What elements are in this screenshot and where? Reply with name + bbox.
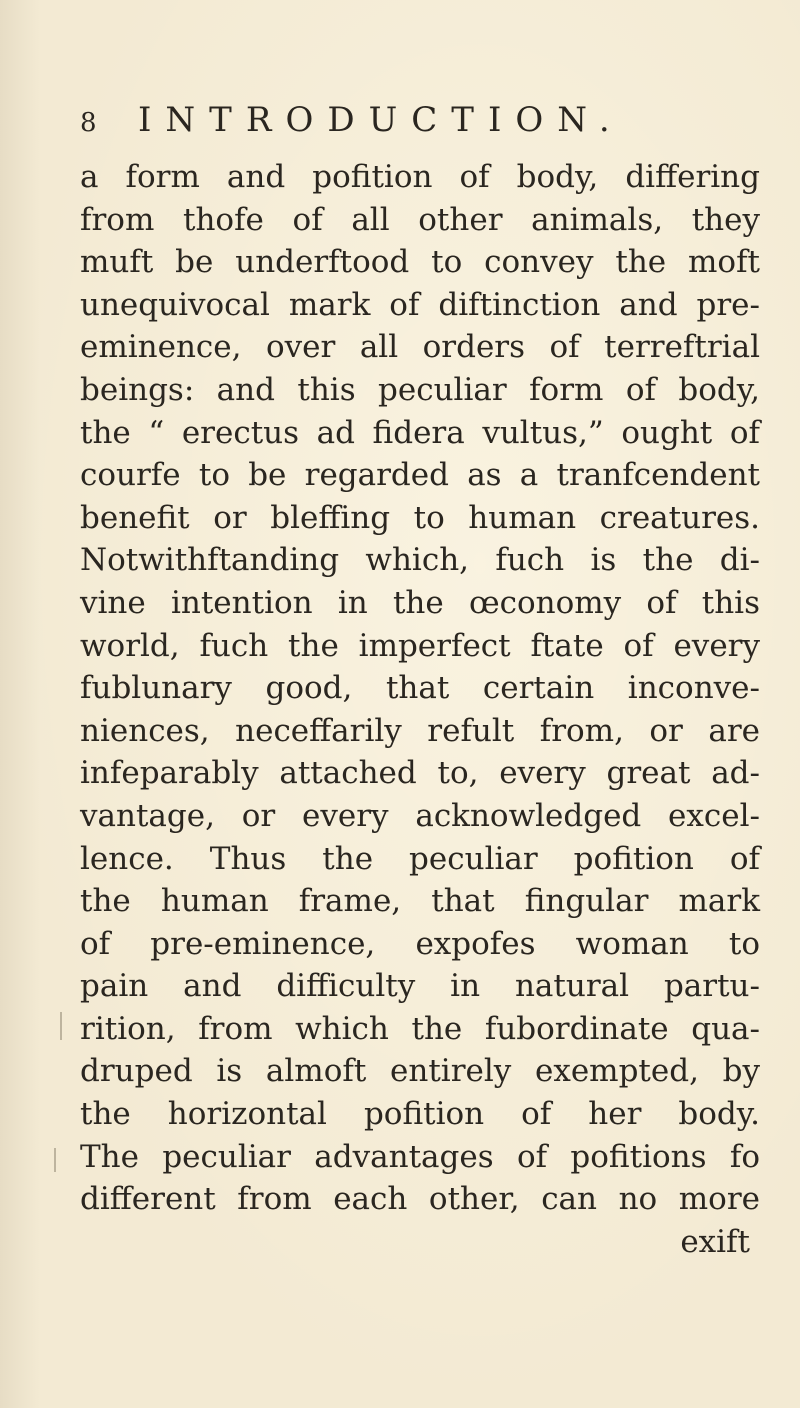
text-line: benefit or bleffing to human creatures. — [80, 499, 760, 536]
text-line: eminence, over all orders of terreftrial — [80, 329, 760, 366]
text-line: The peculiar advantages of pofitions fo — [80, 1138, 760, 1175]
text-line: lence. Thus the peculiar pofition of — [80, 840, 760, 877]
text-line: different from each other, can no more — [80, 1181, 760, 1218]
text-line: the horizontal pofition of her body. — [80, 1096, 760, 1133]
text-line: the “ erectus ad fidera vultus,” ought of — [80, 414, 760, 451]
text-line: world, fuch the imperfect ftate of every — [80, 627, 760, 664]
page-number: 8 — [80, 108, 98, 138]
margin-mark — [60, 1012, 62, 1040]
text-line: vantage, or every acknowledged excel- — [80, 797, 760, 834]
text-line: the human frame, that fingular mark — [80, 883, 760, 920]
text-line: muft be underftood to convey the moft — [80, 244, 760, 281]
catchword: exift — [680, 1223, 750, 1260]
page-header — [80, 100, 760, 140]
text-line: beings: and this peculiar form of body, — [80, 371, 760, 408]
text-line: infeparably attached to, every great ad- — [80, 755, 760, 792]
text-line: unequivocal mark of diftinction and pre- — [80, 286, 760, 323]
text-line: courfe to be regarded as a tranfcendent — [80, 457, 760, 494]
text-line: a form and pofition of body, differing — [80, 159, 760, 195]
text-line: Notwithftanding which, fuch is the di- — [80, 542, 760, 579]
text-line: from thofe of all other animals, they — [80, 201, 760, 238]
margin-mark — [54, 1148, 56, 1172]
body-text — [80, 156, 760, 1263]
text-line: pain and difficulty in natural partu- — [80, 968, 760, 1005]
text-line: rition, from which the fubordinate qua- — [80, 1010, 760, 1047]
text-line: of pre-eminence, expofes woman to — [80, 925, 760, 962]
text-line: niences, neceffarily refult from, or are — [80, 712, 760, 749]
text-line: druped is almoft entirely exempted, by — [80, 1053, 760, 1090]
text-line: vine intention in the œconomy of this — [80, 584, 760, 621]
running-head: INTRODUCTION. — [138, 100, 624, 140]
text-line: fublunary good, that certain inconve- — [80, 670, 760, 707]
